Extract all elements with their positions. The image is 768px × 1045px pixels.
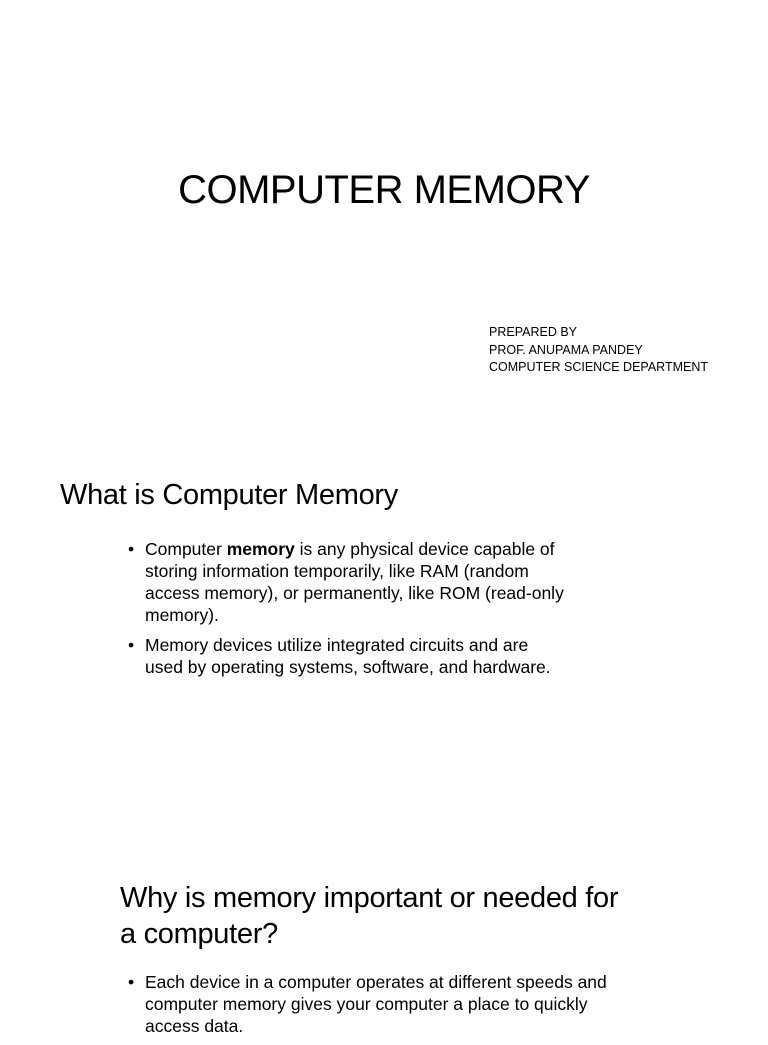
bullet-bold-term: memory [226, 539, 295, 559]
bullet-text-start: Computer [145, 539, 227, 559]
importance-slide [0, 864, 768, 1036]
bullet-item [128, 634, 568, 678]
slide-heading: What is Computer Memory [60, 479, 398, 511]
bullet-icon: • [128, 635, 135, 655]
presentation-title: COMPUTER MEMORY [178, 168, 590, 212]
department-name: COMPUTER SCIENCE DEPARTMENT [489, 360, 709, 374]
bullet-text: Memory devices utilize integrated circuits and are used by operating systems, software, and hardware. [145, 635, 551, 677]
bullet-list [128, 538, 568, 686]
author-name: PROF. ANUPAMA PANDEY [489, 342, 643, 357]
bullet-item [128, 971, 608, 1037]
bullet-list [128, 971, 608, 1045]
bullet-text-end: is any physical device capable of storing information temporarily, like RAM (random access memory), or permanently, like ROM (read-only memory). [145, 539, 564, 625]
bullet-item [128, 538, 568, 626]
slide-heading: Why is memory important or needed for a computer? [120, 882, 619, 950]
definition-slide [0, 432, 768, 864]
prepared-by-label: PREPARED BY [489, 325, 577, 339]
bullet-icon: • [128, 539, 135, 559]
author-block [489, 324, 708, 377]
bullet-icon: • [128, 972, 135, 992]
title-slide [0, 0, 768, 432]
bullet-text: Each device in a computer operates at different speeds and computer memory gives your computer a place to quickly access data. [145, 972, 607, 1036]
